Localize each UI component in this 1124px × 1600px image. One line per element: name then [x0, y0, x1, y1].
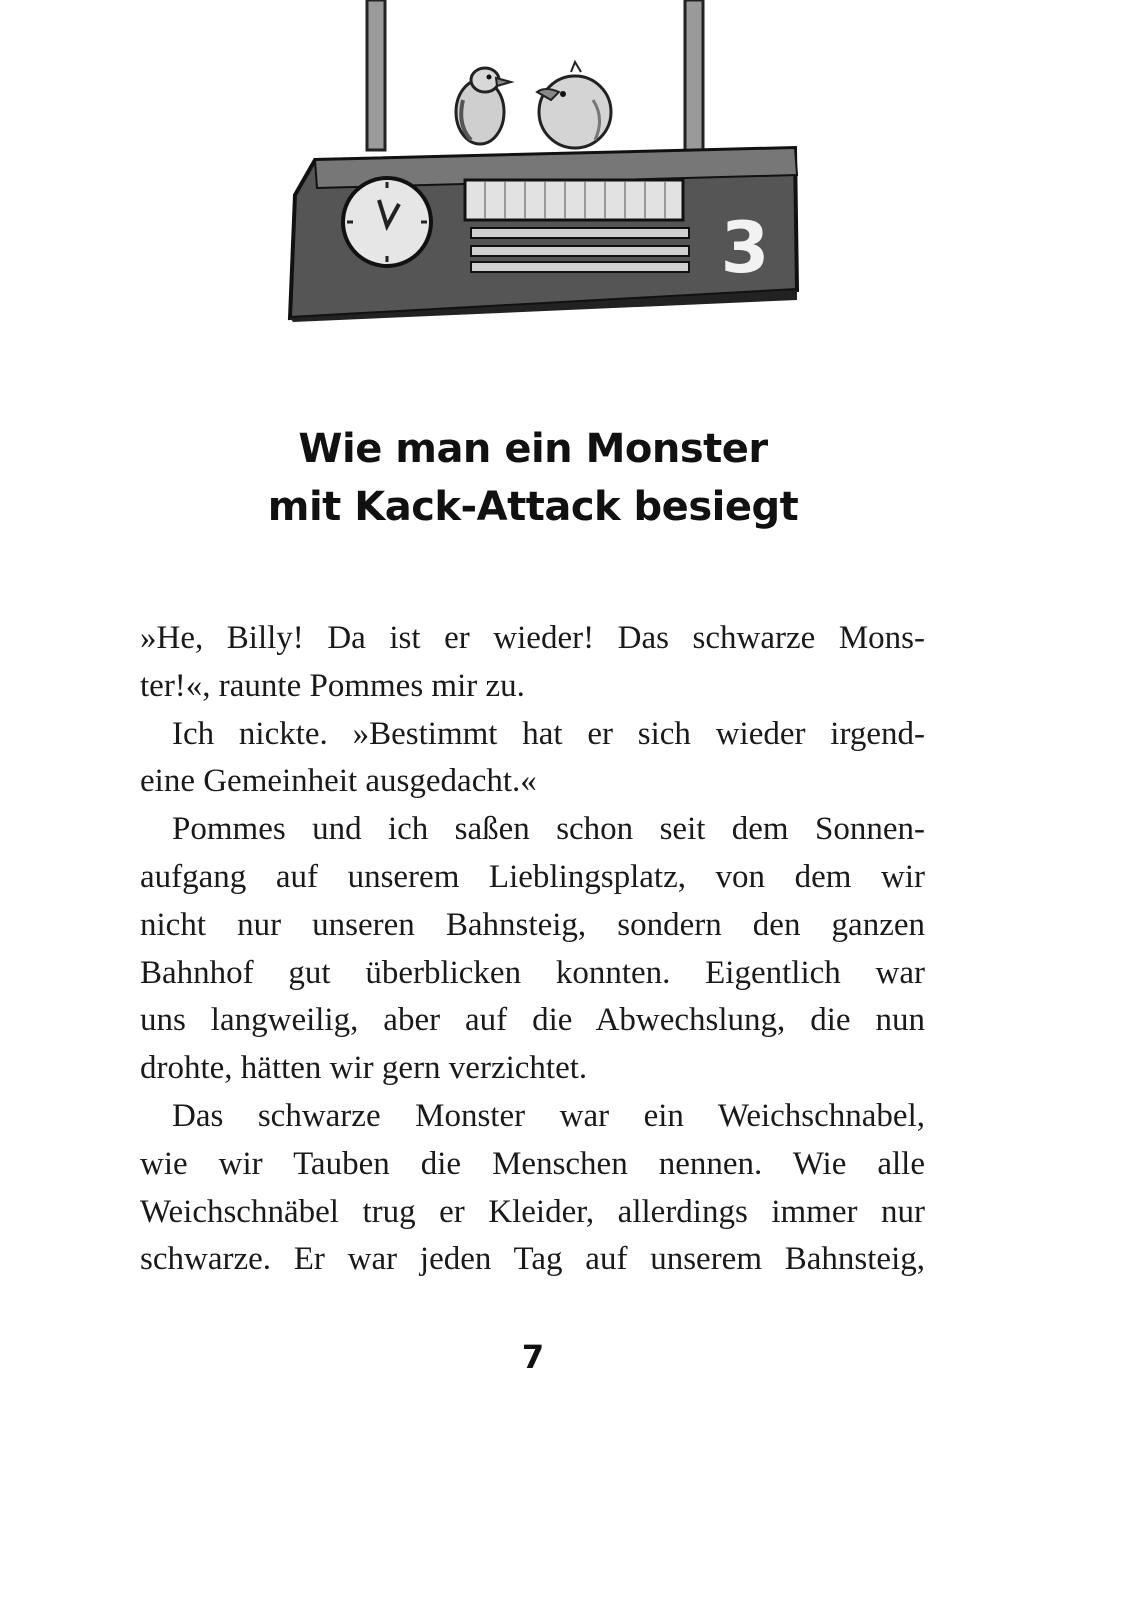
text-line: uns langweilig, aber auf die Abwechslung, die nun [140, 1002, 925, 1039]
chapter-title [0, 420, 1066, 536]
text-line: eine Gemeinheit ausgedacht.« [140, 763, 537, 800]
sign-poles [367, 0, 703, 155]
text-line: schwarze. Er war jeden Tag auf unserem Bahnsteig, [140, 1241, 925, 1278]
chapter-title-line-1: Wie man ein Monster [298, 426, 768, 472]
pigeon-pommes-icon [537, 62, 611, 148]
text-line: wie wir Tauben die Menschen nennen. Wie alle [140, 1145, 925, 1182]
departure-sign [290, 148, 797, 322]
text-line: nicht nur unseren Bahnsteig, sondern den ganzen [140, 906, 925, 943]
text-line: Weichschnäbel trug er Kleider, allerdings immer nur [140, 1193, 925, 1230]
chapter-title-line-2: mit Kack-Attack besiegt [267, 484, 799, 530]
platform-sign-illustration [275, 0, 815, 330]
text-line: Pommes und ich saßen schon seit dem Sonnen- [172, 811, 925, 848]
text-line: aufgang auf unserem Lieblingsplatz, von dem wir [140, 858, 925, 895]
text-line: Das schwarze Monster war ein Weichschnabel, [172, 1097, 925, 1134]
platform-number: 3 [720, 207, 770, 289]
text-line: drohte, hätten wir gern verzichtet. [140, 1050, 588, 1087]
clock-icon [343, 178, 431, 266]
text-line: »He, Billy! Da ist er wieder! Das schwarze Mons- [140, 620, 925, 656]
page-number: 7 [521, 1338, 545, 1376]
text-line: Bahnhof gut überblicken konnten. Eigentlich war [140, 954, 925, 991]
text-line: ter!«, raunte Pommes mir zu. [140, 667, 525, 704]
pigeon-billy-icon [456, 68, 511, 144]
text-line: Ich nickte. »Bestimmt hat er sich wieder irgend- [172, 715, 925, 752]
body-text [140, 615, 925, 1284]
